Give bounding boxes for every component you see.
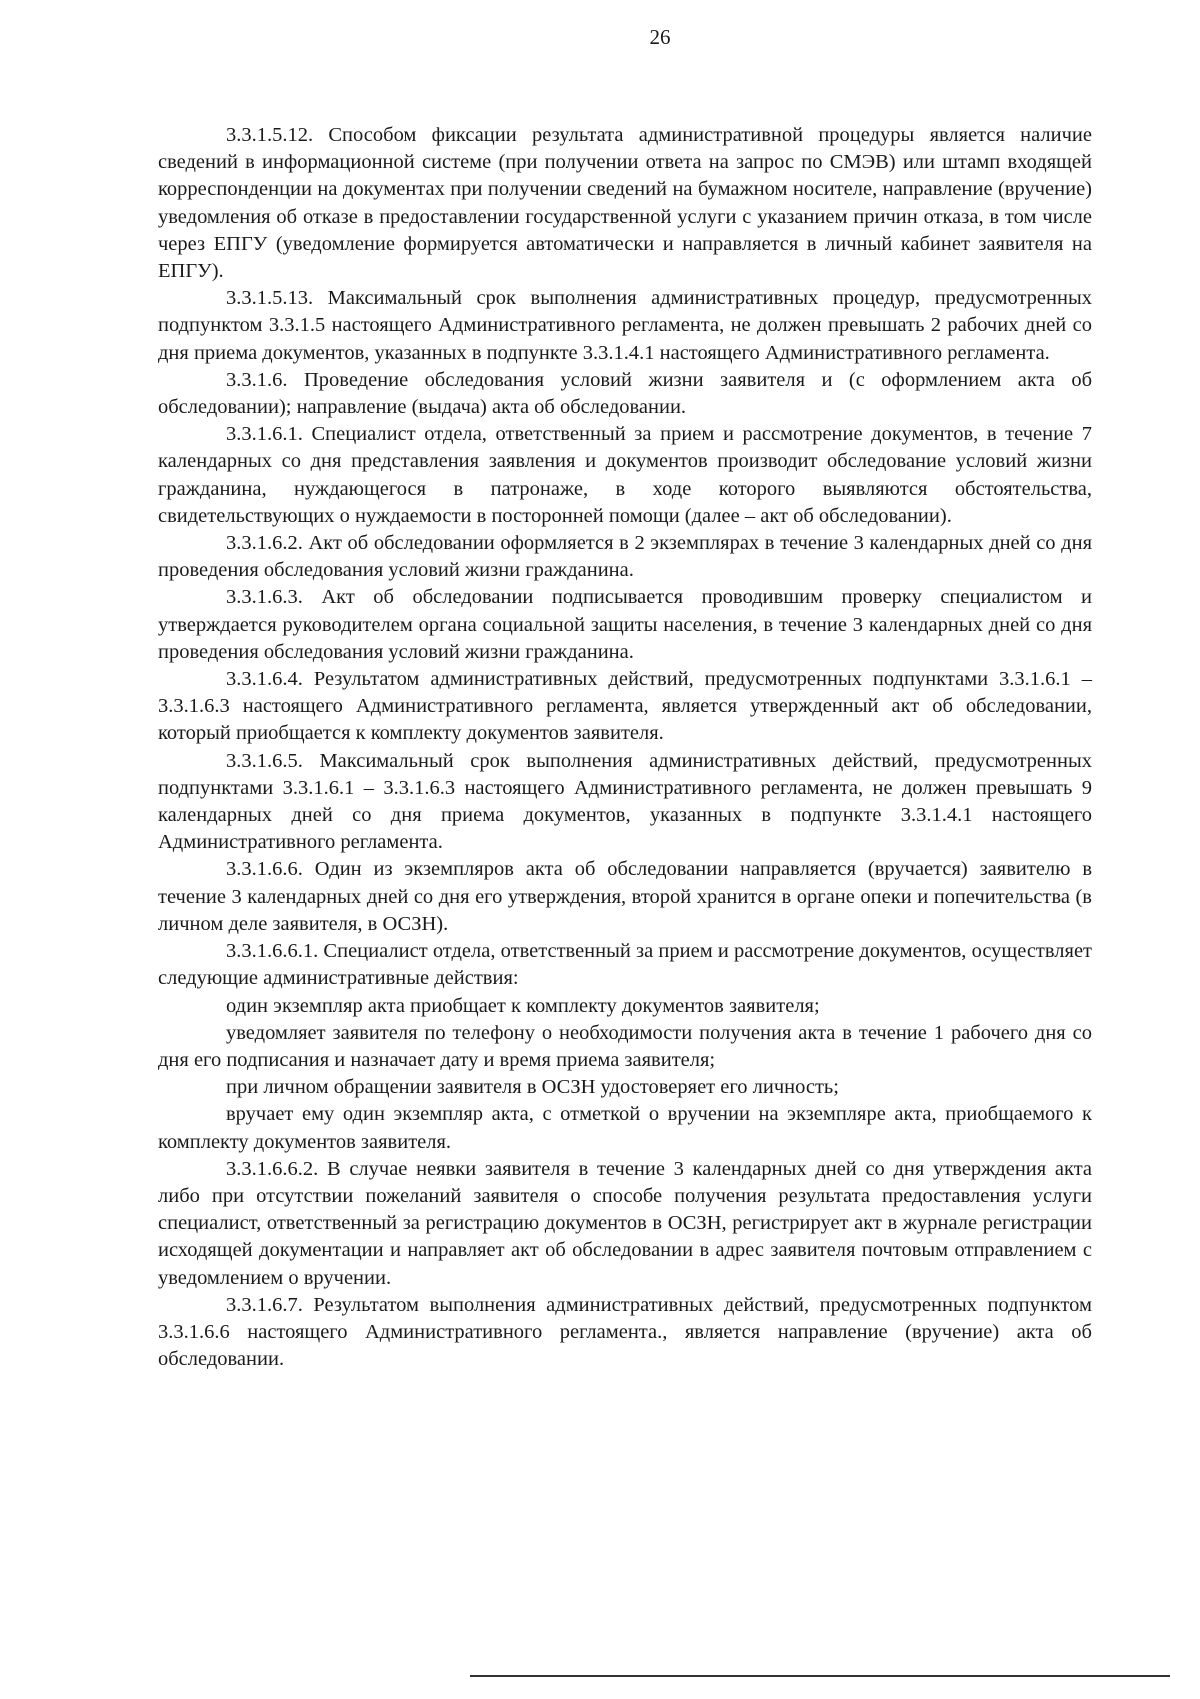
paragraph-3-3-1-5-13: 3.3.1.5.13. Максимальный срок выполнения административных процедур, предусмотренных подпунктом 3.3.1.5 настоящего Административного регламента, не должен превышать 2 рабочих дней со дня приема документов, указанных в подпункте 3.3.1.4.1 настоящего Административного регламента.: [158, 287, 1092, 364]
document-body: [158, 122, 1092, 1373]
list-item-verify-identity: при личном обращении заявителя в ОСЗН удостоверяет его личность;: [226, 1076, 839, 1099]
page-number: 26: [649, 25, 671, 49]
list-item-hand-over-act: вручает ему один экземпляр акта, с отметкой о вручении на экземпляре акта, приобщаемого к комплекту документов заявителя.: [158, 1103, 1092, 1153]
paragraph-3-3-1-6-3: 3.3.1.6.3. Акт об обследовании подписывается проводившим проверку специалистом и утверждается руководителем органа социальной защиты населения, в течение 3 календарных дней со дня проведения обследования условий жизни гражданина.: [158, 586, 1092, 663]
list-item-notify-applicant: уведомляет заявителя по телефону о необходимости получения акта в течение 1 рабочего дня со дня его подписания и назначает дату и время приема заявителя;: [158, 1021, 1092, 1071]
paragraph-3-3-1-6-5: 3.3.1.6.5. Максимальный срок выполнения административных действий, предусмотренных подпунктами 3.3.1.6.1 – 3.3.1.6.3 настоящего Административного регламента, не должен превышать 9 календарных дней со дня приема документов, указанных в подпункте 3.3.1.4.1 настоящего Административного регламента.: [158, 749, 1092, 854]
paragraph-3-3-1-5-12: 3.3.1.5.12. Способом фиксации результата административной процедуры является наличие сведений в информационной системе (при получении ответа на запрос по СМЭВ) или штамп входящей корреспонденции на документах при получении сведений на бумажном носителе, направление (вручение) уведомления об отказе в предоставлении государственной услуги с указанием причин отказа, в том числе через ЕПГУ (уведомление формируется автоматически и направляется в личный кабинет заявителя на ЕПГУ).: [158, 124, 1092, 283]
paragraph-3-3-1-6-7: 3.3.1.6.7. Результатом выполнения административных действий, предусмотренных подпунктом 3.3.1.6.6 настоящего Административного регламента., является направление (вручение) акта об обследовании.: [158, 1293, 1092, 1371]
paragraph-3-3-1-6-4: 3.3.1.6.4. Результатом административных действий, предусмотренных подпунктами 3.3.1.6.1 – 3.3.1.6.3 настоящего Административного регламента, является утвержденный акт об обследовании, который приобщается к комплекту документов заявителя.: [158, 668, 1092, 745]
paragraph-3-3-1-6-6-2: 3.3.1.6.6.2. В случае неявки заявителя в течение 3 календарных дней со дня утверждения акта либо при отсутствии пожеланий заявителя о способе получения результата предоставления услуги специалист, ответственный за регистрацию документов в ОСЗН, регистрирует акт в журнале регистрации исходящей документации и направляет акт об обследовании в адрес заявителя почтовым отправлением с уведомлением о вручении.: [158, 1157, 1092, 1289]
list-item-attach-act: один экземпляр акта приобщает к комплекту документов заявителя;: [226, 994, 820, 1017]
paragraph-3-3-1-6-6-1: 3.3.1.6.6.1. Специалист отдела, ответственный за прием и рассмотрение документов, осуществляет следующие административные действия:: [158, 940, 1092, 990]
paragraph-3-3-1-6-6: 3.3.1.6.6. Один из экземпляров акта об обследовании направляется (вручается) заявителю в течение 3 календарных дней со дня его утверждения, второй хранится в органе опеки и попечительства (в личном деле заявителя, в ОСЗН).: [158, 858, 1092, 935]
paragraph-3-3-1-6: 3.3.1.6. Проведение обследования условий жизни заявителя и (с оформлением акта об обследовании); направление (выдача) акта об обследовании.: [158, 368, 1092, 419]
bottom-divider: [470, 1675, 1170, 1677]
paragraph-3-3-1-6-2: 3.3.1.6.2. Акт об обследовании оформляется в 2 экземплярах в течение 3 календарных дней со дня проведения обследования условий жизни гражданина.: [158, 532, 1092, 582]
paragraph-3-3-1-6-1: 3.3.1.6.1. Специалист отдела, ответственный за прием и рассмотрение документов, в течение 7 календарных со дня представления заявления и документов производит обследование условий жизни гражданина, нуждающегося в патронаже, в ходе которого выявляются обстоятельства, свидетельствующих о нуждаемости в посторонней помощи (далее – акт об обследовании).: [158, 423, 1092, 527]
